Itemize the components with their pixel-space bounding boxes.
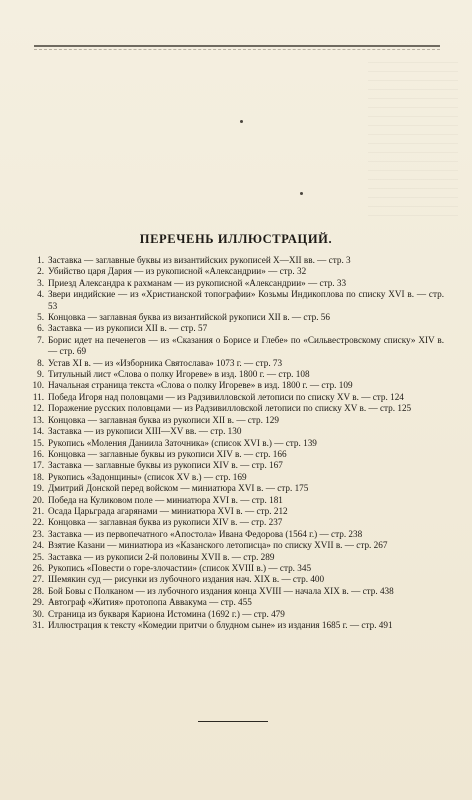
list-item (30, 369, 444, 380)
list-item-text: Поражение русских половцами — из Радзивилловской летописи по списку XV в. — стр. 125 (48, 403, 412, 414)
list-item-text: Концовка — заглавная буква из византийской рукописи XII в. — стр. 56 (48, 312, 330, 323)
list-item (30, 586, 444, 597)
list-item-text: Победа на Куликовом поле — миниатюра XVI в. — стр. 181 (48, 494, 283, 505)
list-item-number: 9. (37, 369, 44, 380)
list-item-text: Иллюстрация к тексту «Комедии притчи о блудном сыне» из издания 1685 г. — стр. 491 (48, 620, 393, 630)
list-item (30, 255, 444, 266)
list-item-text: Бой Бовы с Полканом — из лубочного издания конца XVIII — начала XIX в. — стр. 438 (48, 585, 394, 596)
list-item-number: 2. (37, 266, 44, 277)
list-item-number: 28. (32, 585, 44, 596)
list-item-text: Концовка — заглавная буква из рукописи XII в. — стр. 129 (48, 414, 279, 425)
list-item (30, 460, 444, 471)
list-item (30, 449, 444, 460)
list-item-text: Заставка — из рукописи XIII—XV вв. — стр. 130 (48, 426, 242, 437)
list-item (30, 289, 444, 312)
list-item-text: Страница из букваря Кариона Истомина (1692 г.) — стр. 479 (48, 608, 285, 619)
list-item-number: 12. (32, 403, 44, 414)
list-item-text: Победа Игоря над половцами — из Радзивилловской летописи по списку XV в. — стр. 124 (48, 391, 404, 402)
list-item (30, 529, 444, 540)
list-item-number: 22. (32, 517, 44, 528)
list-item-number: 23. (32, 528, 44, 539)
list-item-number: 6. (37, 323, 44, 334)
page-title: ПЕРЕЧЕНЬ ИЛЛЮСТРАЦИЙ. (139, 232, 333, 246)
show-through-bleed (368, 62, 458, 222)
list-item-number: 7. (37, 334, 44, 345)
list-item (30, 472, 444, 483)
list-item (30, 540, 444, 551)
list-item-number: 14. (32, 426, 44, 437)
list-item-number: 15. (32, 437, 44, 448)
list-item (30, 597, 444, 608)
list-item-number: 31. (32, 620, 44, 630)
list-item-text: Звери индийские — из «Христианской топографии» Козьмы Индикоплова по списку XVI в. — стр. 53 (48, 289, 444, 311)
top-rule-shadow (34, 49, 440, 50)
list-item-text: Убийство царя Дария — из рукописной «Александрии» — стр. 32 (48, 266, 307, 277)
list-item (30, 483, 444, 494)
list-item-text: Заставка — из рукописи 2-й половины XVII в. — стр. 289 (48, 551, 275, 562)
list-item-number: 26. (32, 562, 44, 573)
list-item-text: Концовка — заглавная буква из рукописи XIV в. — стр. 237 (48, 517, 283, 528)
list-item (30, 323, 444, 334)
list-item (30, 563, 444, 574)
list-item-number: 3. (37, 277, 44, 288)
list-item-number: 16. (32, 448, 44, 459)
list-item-number: 24. (32, 540, 44, 551)
list-item-number: 21. (32, 505, 44, 516)
list-item-number: 25. (32, 551, 44, 562)
list-item (30, 266, 444, 277)
list-item-number: 27. (32, 574, 44, 585)
list-item-number: 18. (32, 471, 44, 482)
print-speck (300, 192, 303, 195)
list-item-text: Начальная страница текста «Слова о полку Игореве» в изд. 1800 г. — стр. 109 (48, 380, 353, 391)
list-item-number: 1. (37, 255, 44, 265)
list-item (30, 517, 444, 528)
list-item-text: Рукопись «Моления Даниила Заточника» (список XVI в.) — стр. 139 (48, 437, 317, 448)
list-item-text: Взятие Казани — миниатюра из «Казанского летописца» по списку XVII в. — стр. 267 (48, 540, 388, 551)
list-item-text: Рукопись «Задонщины» (список XV в.) — стр. 169 (48, 471, 247, 482)
top-rule (34, 45, 440, 47)
list-item (30, 312, 444, 323)
list-item-number: 8. (37, 357, 44, 368)
list-item-number: 13. (32, 414, 44, 425)
list-item (30, 278, 444, 289)
illustration-list (30, 255, 444, 631)
print-speck (240, 120, 243, 123)
bottom-rule (198, 721, 268, 722)
list-item-text: Осада Царьграда агарянами — миниатюра XVI в. — стр. 212 (48, 505, 288, 516)
list-item-text: Заставка — из рукописи XII в. — стр. 57 (48, 323, 208, 334)
list-item-number: 10. (32, 380, 44, 391)
list-item-number: 5. (37, 312, 44, 323)
list-item (30, 392, 444, 403)
list-item (30, 415, 444, 426)
list-item-text: Автограф «Жития» протопопа Аввакума — стр. 455 (48, 597, 252, 608)
list-item (30, 495, 444, 506)
list-item-text: Рукопись «Повести о горе-злочастии» (список XVIII в.) — стр. 345 (48, 562, 312, 573)
list-item-text: Шемякин суд — рисунки из лубочного издания нач. XIX в. — стр. 400 (48, 574, 325, 585)
list-item-number: 30. (32, 608, 44, 619)
list-item (30, 380, 444, 391)
list-item-text: Борис идет на печенегов — из «Сказания о Борисе и Глебе» по «Сильвестровскому списку» XIV в. — стр. 69 (48, 334, 444, 357)
list-item-number: 4. (37, 289, 44, 300)
list-item-text: Заставка — заглавные буквы из византийских рукописей X—XII вв. — стр. 3 (48, 255, 351, 265)
list-item (30, 403, 444, 414)
list-item-number: 20. (32, 494, 44, 505)
list-item (30, 426, 444, 437)
list-item (30, 506, 444, 517)
list-item-text: Титульный лист «Слова о полку Игореве» в изд. 1800 г. — стр. 108 (48, 369, 310, 380)
list-item-number: 11. (32, 391, 44, 402)
list-item (30, 574, 444, 585)
list-item-text: Дмитрий Донской перед войском — миниатюра XVI в. — стр. 175 (48, 483, 309, 494)
list-item (30, 620, 444, 631)
list-item (30, 438, 444, 449)
list-item-text: Заставка — из первопечатного «Апостола» Ивана Федорова (1564 г.) — стр. 238 (48, 528, 363, 539)
list-item-text: Приезд Александра к рахманам — из рукописной «Александрии» — стр. 33 (48, 277, 347, 288)
list-item-number: 17. (32, 460, 44, 471)
list-item-text: Заставка — заглавные буквы из рукописи XIV в. — стр. 167 (48, 460, 283, 471)
list-item (30, 358, 444, 369)
list-item-text: Концовка — заглавные буквы из рукописи XIV в. — стр. 166 (48, 448, 287, 459)
list-item (30, 552, 444, 563)
list-item-number: 29. (32, 597, 44, 608)
list-item-text: Устав XI в. — из «Изборника Святослава» 1073 г. — стр. 73 (48, 357, 283, 368)
list-item-number: 19. (32, 483, 44, 494)
list-item (30, 609, 444, 620)
list-item (30, 335, 444, 358)
